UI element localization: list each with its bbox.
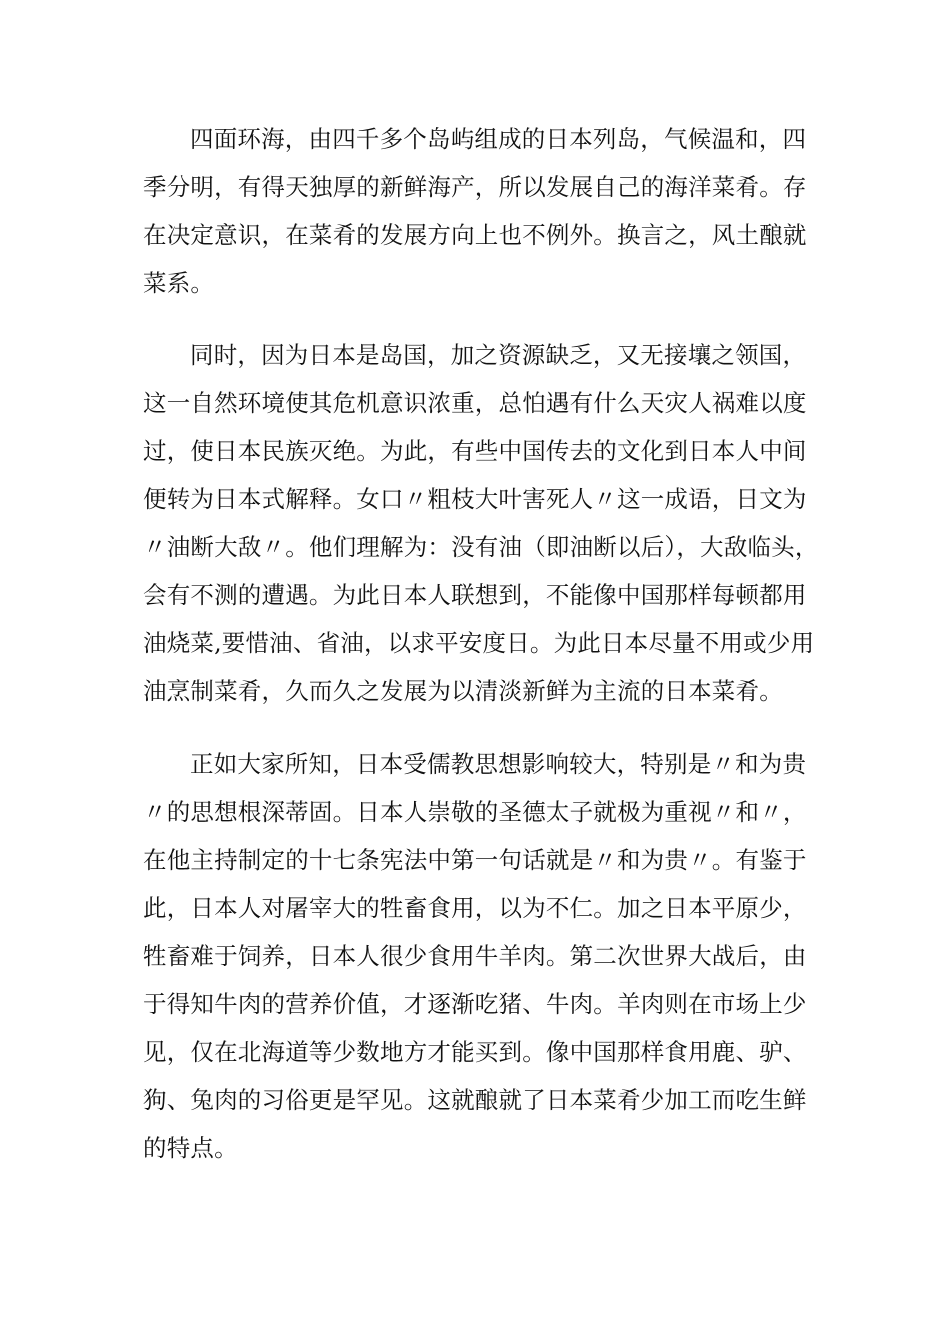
- paragraph-line: 在他主持制定的十七条宪法中第一句话就是〃和为贵〃。有鉴于: [143, 846, 807, 874]
- paragraph-line: 同时，因为日本是岛国，加之资源缺乏，又无接壤之领国，: [190, 341, 807, 369]
- paragraph-line: 〃油断大敌〃。他们理解为：没有油（即油断以后），大敌临头，: [143, 533, 819, 561]
- paragraph-line: 正如大家所知，日本受儒教思想影响较大，特别是〃和为贵: [190, 750, 807, 778]
- paragraph-line: 四面环海，由四千多个岛屿组成的日本列岛，气候温和，四: [190, 125, 807, 153]
- paragraph-line: 油烹制菜肴，久而久之发展为以清淡新鲜为主流的日本菜肴。: [143, 677, 783, 705]
- paragraph-line: 菜系。: [143, 269, 215, 297]
- paragraph-line: 的特点。: [143, 1134, 238, 1162]
- paragraph-line: 此，日本人对屠宰大的牲畜食用，以为不仁。加之日本平原少，: [143, 894, 807, 922]
- paragraph-line: 于得知牛肉的营养价值，才逐渐吃猪、牛肉。羊肉则在市场上少: [143, 990, 807, 1018]
- paragraph-line: 过，使日本民族灭绝。为此，有些中国传去的文化到日本人中间: [143, 437, 807, 465]
- paragraph-line: 牲畜难于饲养，日本人很少食用牛羊肉。第二次世界大战后，由: [143, 942, 807, 970]
- paragraph-line: 便转为日本式解释。女口〃粗枝大叶害死人〃这一成语，日文为: [143, 485, 807, 513]
- paragraph-line: 会有不测的遭遇。为此日本人联想到，不能像中国那样每顿都用: [143, 581, 807, 609]
- paragraph-line: 季分明，有得天独厚的新鲜海产，所以发展自己的海洋菜肴。存: [143, 173, 807, 201]
- paragraph-line: 见，仅在北海道等少数地方才能买到。像中国那样食用鹿、驴、: [143, 1038, 807, 1066]
- paragraph-line: 油烧菜,要惜油、省油，以求平安度日。为此日本尽量不用或少用: [143, 629, 815, 657]
- paragraph-line: 这一自然环境使其危机意识浓重，总怕遇有什么天灾人祸难以度: [143, 389, 807, 417]
- paragraph-line: 狗、兔肉的习俗更是罕见。这就酿就了日本菜肴少加工而吃生鲜: [143, 1086, 807, 1114]
- paragraph-line: 〃的思想根深蒂固。日本人崇敬的圣德太子就极为重视〃和〃，: [143, 798, 807, 826]
- paragraph-line: 在决定意识，在菜肴的发展方向上也不例外。换言之，风土酿就: [143, 221, 807, 249]
